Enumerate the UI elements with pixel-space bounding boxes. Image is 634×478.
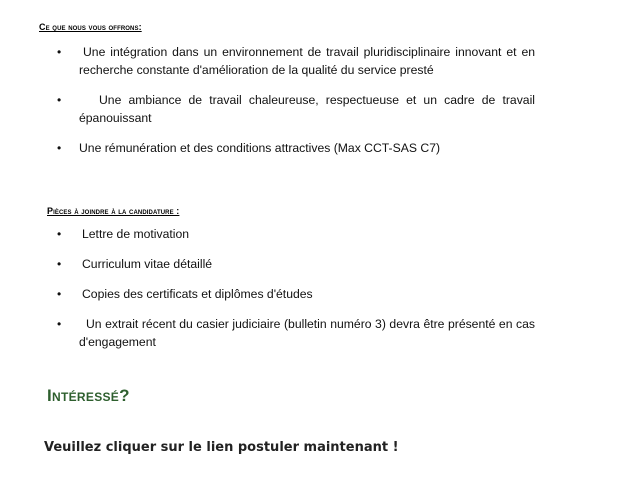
list-item-text: Lettre de motivation	[82, 227, 190, 241]
offer-heading: Ce que nous vous offrons:	[39, 22, 142, 32]
list-item	[57, 225, 535, 243]
list-item-text: Une rémunération et des conditions attractives (Max CCT-SAS C7)	[79, 141, 441, 155]
bullet-icon: •	[57, 257, 62, 271]
apply-instruction: Veuillez cliquer sur le lien postuler maintenant !	[44, 440, 399, 455]
bullet-icon: •	[57, 45, 62, 59]
list-item-text: Une ambiance de travail chaleureuse, respectueuse et un cadre de travail épanouissant	[79, 93, 535, 125]
bullet-icon: •	[57, 141, 62, 155]
list-item	[57, 315, 535, 351]
bullet-icon: •	[57, 93, 62, 107]
list-item	[57, 43, 535, 79]
list-item	[57, 255, 535, 273]
list-item	[57, 285, 535, 303]
documents-heading: Pièces à joindre à la candidature :	[47, 206, 180, 216]
bullet-icon: •	[57, 227, 62, 241]
interested-heading: Intéressé?	[47, 386, 130, 405]
list-item-text: Copies des certificats et diplômes d'études	[82, 287, 313, 301]
list-item-text: Un extrait récent du casier judiciaire (bulletin numéro 3) devra être présenté en cas d'engagement	[79, 317, 535, 349]
list-item	[57, 91, 535, 127]
list-item	[57, 139, 535, 157]
bullet-icon: •	[57, 287, 62, 301]
list-item-text: Une intégration dans un environnement de travail pluridisciplinaire innovant et en recherche constante d'amélioration de la qualité du service presté	[79, 45, 535, 77]
list-item-text: Curriculum vitae détaillé	[82, 257, 213, 271]
bullet-icon: •	[57, 317, 62, 331]
